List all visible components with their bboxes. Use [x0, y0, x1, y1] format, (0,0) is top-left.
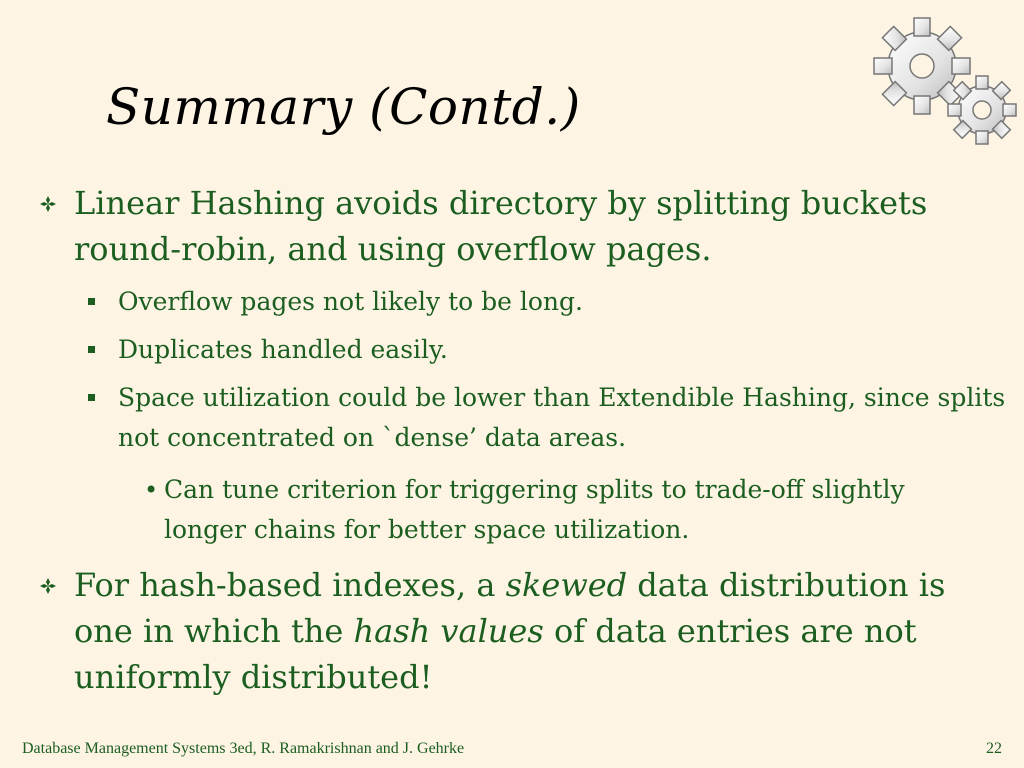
sub-bullet-text: Overflow pages not likely to be long. — [118, 287, 583, 316]
bullet-text-emphasis: skewed — [505, 566, 628, 604]
sub-bullet-text: Space utilization could be lower than Extendible Hashing, since splits not concentrated on `dense’ data areas. — [118, 383, 1006, 452]
bullet-text-part: of data entries are not uniformly distributed! — [74, 612, 917, 696]
page-number: 22 — [986, 740, 1002, 757]
sub-bullet-text: Duplicates handled easily. — [118, 335, 448, 364]
square-bullet-icon — [88, 394, 95, 401]
bullet-item — [74, 180, 1014, 272]
footer-citation: Database Management Systems 3ed, R. Ramakrishnan and J. Gehrke — [22, 740, 465, 757]
sub-bullet-item — [118, 282, 1008, 322]
diamond-bullet-icon — [40, 196, 56, 212]
square-bullet-icon — [88, 346, 95, 353]
bullet-text-part: For hash-based indexes, a — [74, 566, 506, 604]
diamond-bullet-icon — [40, 578, 56, 594]
bullet-text-emphasis: hash values — [353, 612, 544, 650]
sub-sub-bullet-item — [144, 470, 944, 550]
sub-sub-bullet-text: Can tune criterion for triggering splits to trade-off slightly longer chains for better space utilization. — [164, 475, 905, 544]
bullet-text-part: data distribution is one in which the — [74, 566, 946, 650]
slide-title: Summary (Contd.) — [106, 78, 581, 136]
bullet-text: Linear Hashing avoids directory by splitting buckets round-robin, and using overflow pages. — [74, 184, 928, 268]
bullet-item — [74, 562, 1014, 700]
sub-bullet-item — [118, 378, 1008, 458]
sub-bullet-item — [118, 330, 1008, 370]
square-bullet-icon — [88, 298, 95, 305]
dot-bullet-icon: • — [144, 476, 159, 504]
